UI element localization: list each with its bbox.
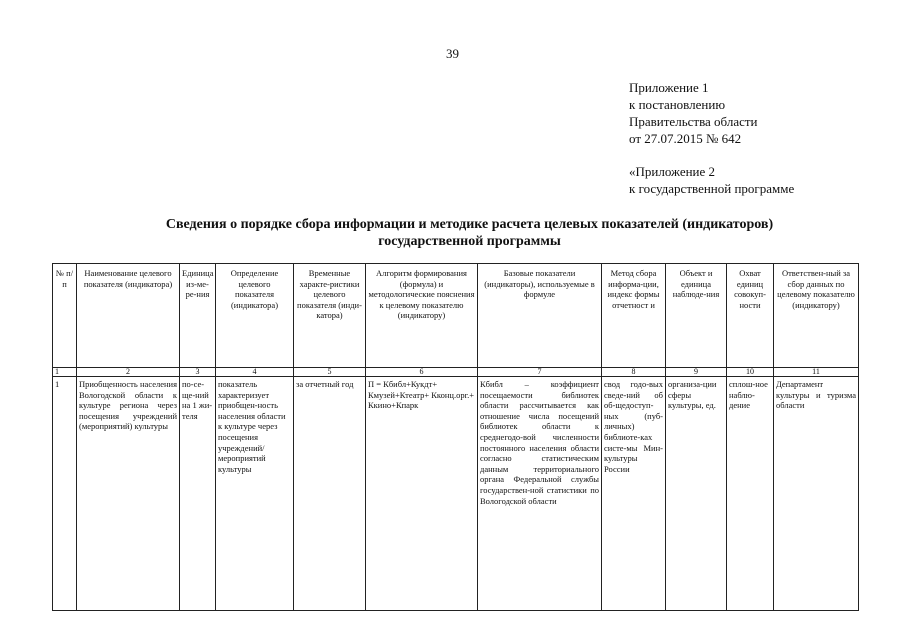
base-indicators: Кбибл – коэффициент посещаемости библиотек области рассчитывается как отношение числа посещений библиотек области к среднегодо-вой численности постоянного населения области согласно статистическим данным территориального органа Федеральной службы государствен-ной статистики по Вологодской области — [478, 377, 602, 611]
column-number: 10 — [727, 368, 774, 377]
row-number: 1 — [53, 377, 77, 611]
header-cell: Наименование целевого показателя (индикатора) — [77, 264, 180, 368]
document-title-line-2: государственной программы — [378, 234, 561, 249]
coverage: сплош-ное наблю-дение — [727, 377, 774, 611]
indicators-table — [52, 263, 859, 611]
header-cell: № п/п — [53, 264, 77, 368]
unit-of-measure: по-се-ще-ний на 1 жи-теля — [180, 377, 216, 611]
column-number: 8 — [602, 368, 666, 377]
header-cell: Алгоритм формирования (формула) и методологические пояснения к целевому показателю (индикатору) — [366, 264, 478, 368]
appendix-line: к постановлению — [629, 97, 726, 112]
appendix2-block — [629, 163, 794, 197]
appendix2-line: «Приложение 2 — [629, 164, 716, 179]
observation-object: организа-ции сферы культуры, ед. — [666, 377, 727, 611]
column-number: 5 — [294, 368, 366, 377]
document-title — [0, 216, 905, 250]
responsible-body: Департамент культуры и туризма области — [774, 377, 859, 611]
appendix-line: Правительства области — [629, 114, 758, 129]
column-number: 2 — [77, 368, 180, 377]
indicator-name: Приобщенность населения Вологодской области к культуре региона через посещения учреждений (мероприятий) культуры — [77, 377, 180, 611]
collection-method: свод годо-вых сведе-ний об об-щедоступ-ных (пуб-личных) библиоте-ках систе-мы Мин-культуры России — [602, 377, 666, 611]
page-number: 39 — [446, 46, 459, 61]
header-cell: Охват единиц совокуп-ности — [727, 264, 774, 368]
document-title-line-1: Сведения о порядке сбора информации и методике расчета целевых показателей (индикаторов) — [165, 217, 774, 232]
indicator-definition: показатель характеризует приобщен-ность населения области к культуре через посещения учреждений/ мероприятий культуры — [216, 377, 294, 611]
header-cell: Ответствен-ный за сбор данных по целевому показателю (индикатору) — [774, 264, 859, 368]
header-cell: Определение целевого показателя (индикатора) — [216, 264, 294, 368]
header-cell: Метод сбора информа-ции, индекс формы отчетност и — [602, 264, 666, 368]
column-number: 9 — [666, 368, 727, 377]
column-number: 3 — [180, 368, 216, 377]
column-number: 4 — [216, 368, 294, 377]
column-number: 11 — [774, 368, 859, 377]
header-cell: Объект и единица наблюде-ния — [666, 264, 727, 368]
table-header-row — [53, 264, 859, 368]
header-cell: Временные характе-ристики целевого показателя (инди-катора) — [294, 264, 366, 368]
column-number: 7 — [478, 368, 602, 377]
column-number: 1 — [53, 368, 77, 377]
appendix2-line: к государственной программе — [629, 181, 795, 196]
table-row — [53, 377, 859, 611]
header-cell: Базовые показатели (индикаторы), используемые в формуле — [478, 264, 602, 368]
appendix-block — [629, 79, 758, 147]
column-number-row — [53, 368, 859, 377]
header-cell: Единица из-ме-ре-ния — [180, 264, 216, 368]
appendix-line: Приложение 1 — [629, 80, 709, 95]
appendix-line: от 27.07.2015 № 642 — [629, 131, 742, 146]
formula: П = Кбибл+Кукдт+ Кмузей+Ктеатр+ Кконц.орг.+ Ккино+Кпарк — [366, 377, 478, 611]
time-characteristics: за отчетный год — [294, 377, 366, 611]
column-number: 6 — [366, 368, 478, 377]
